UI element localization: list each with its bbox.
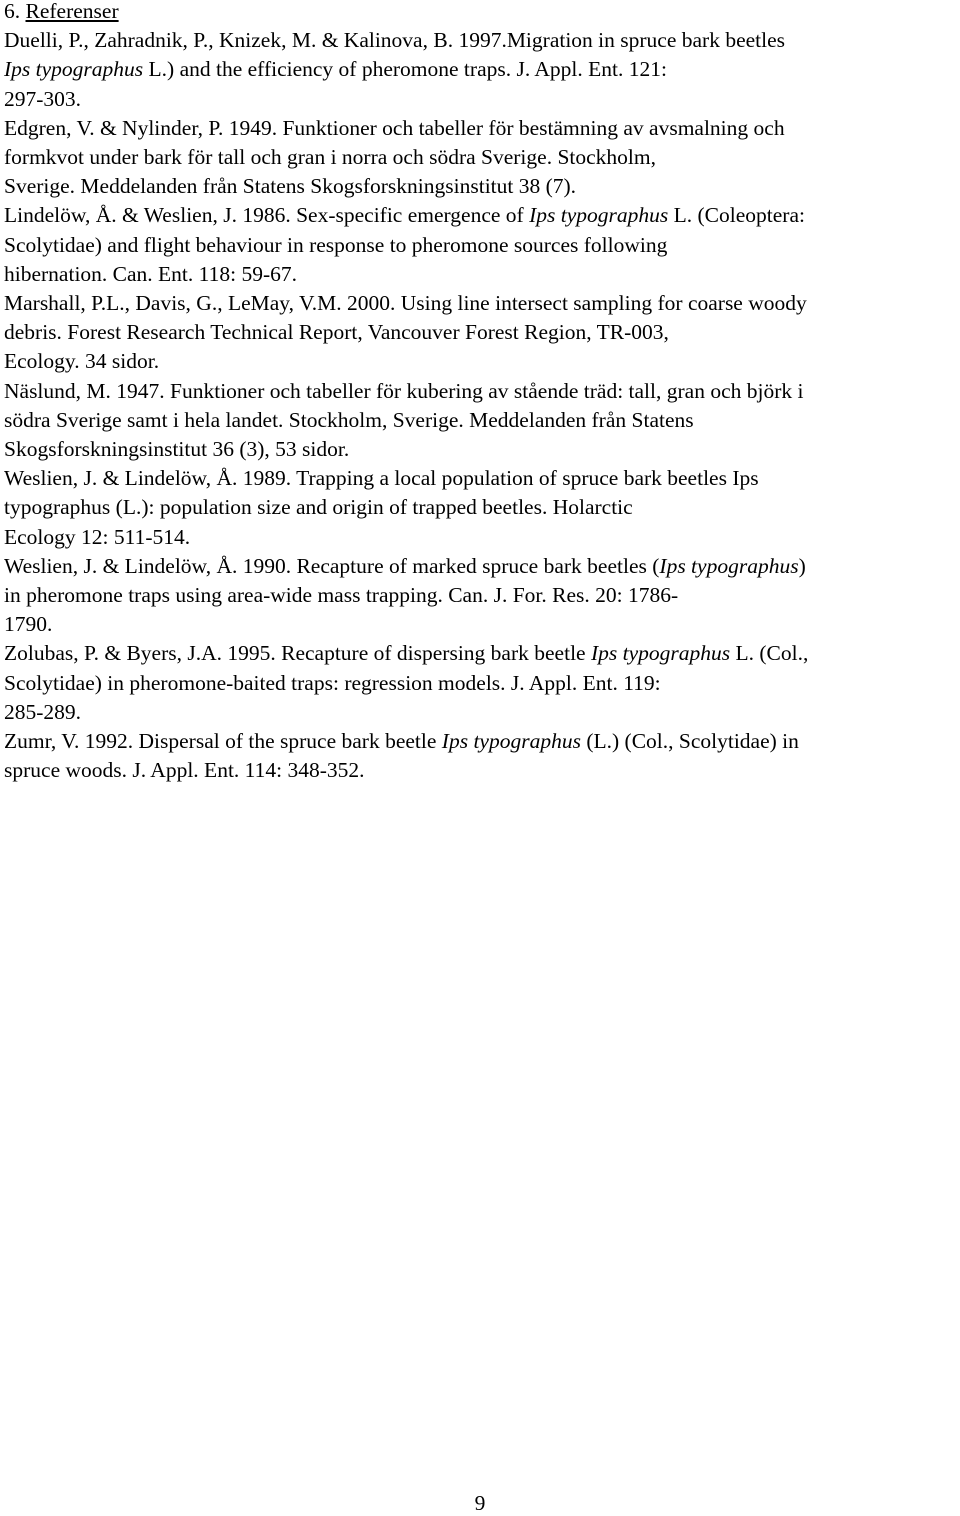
reference-text: (L.) (Col., Scolytidae) in: [580, 729, 799, 754]
reference-text: Ecology 12: 511-514.: [4, 524, 191, 549]
reference-text: hibernation. Can. Ent. 118: 59-67.: [4, 261, 297, 286]
reference-text: Marshall, P.L., Davis, G., LeMay, V.M. 2000. Using line intersect sampling for coarse woody: [4, 291, 807, 316]
reference-text: L.) and the efficiency of pheromone traps. J. Appl. Ent. 121:: [143, 57, 667, 82]
reference-line: [4, 231, 956, 260]
reference-list: [4, 26, 956, 785]
reference-entry: [4, 377, 956, 465]
reference-line: [4, 406, 956, 435]
reference-line: [4, 610, 956, 639]
reference-text: södra Sverige samt i hela landet. Stockholm, Sverige. Meddelanden från Statens: [4, 407, 694, 432]
reference-entry: [4, 26, 956, 114]
reference-text: Sverige. Meddelanden från Statens Skogsforskningsinstitut 38 (7).: [4, 174, 577, 199]
reference-text: 297-303.: [4, 86, 82, 111]
page-number: 9: [474, 1491, 486, 1515]
reference-line: [4, 552, 956, 581]
reference-text: 1790.: [4, 612, 53, 637]
reference-line: [4, 55, 956, 84]
reference-line: [4, 493, 956, 522]
reference-text: Duelli, P., Zahradnik, P., Knizek, M. & Kalinova, B. 1997.Migration in spruce bark beetles: [4, 28, 786, 53]
species-name: Ips typographus: [659, 553, 799, 578]
reference-line: [4, 756, 956, 785]
reference-line: [4, 669, 956, 698]
reference-text: Näslund, M. 1947. Funktioner och tabeller för kubering av stående träd: tall, gran och björk i: [4, 378, 804, 403]
reference-entry: [4, 639, 956, 727]
reference-text: Weslien, J. & Lindelöw, Å. 1990. Recapture of marked spruce bark beetles (: [4, 553, 660, 578]
reference-line: [4, 289, 956, 318]
reference-line: [4, 698, 956, 727]
reference-text: debris. Forest Research Technical Report, Vancouver Forest Region, TR-003,: [4, 320, 669, 345]
reference-entry: [4, 201, 956, 289]
reference-text: typographus (L.): population size and origin of trapped beetles. Holarctic: [4, 495, 633, 520]
reference-line: [4, 523, 956, 552]
reference-line: [4, 143, 956, 172]
reference-text: Skogsforskningsinstitut 36 (3), 53 sidor.: [4, 437, 350, 462]
reference-line: [4, 114, 956, 143]
reference-line: [4, 581, 956, 610]
section-heading: [4, 0, 956, 26]
species-name: Ips typographus: [529, 203, 669, 228]
reference-line: [4, 172, 956, 201]
document-page: [4, 0, 956, 785]
reference-text: Zumr, V. 1992. Dispersal of the spruce bark beetle: [4, 729, 442, 754]
reference-text: Scolytidae) in pheromone-baited traps: regression models. J. Appl. Ent. 119:: [4, 670, 661, 695]
reference-entry: [4, 464, 956, 552]
reference-line: [4, 26, 956, 55]
species-name: Ips typographus: [590, 641, 731, 666]
reference-text: Ecology. 34 sidor.: [4, 349, 160, 374]
reference-text: Lindelöw, Å. & Weslien, J. 1986. Sex-specific emergence of: [4, 203, 530, 228]
reference-text: Edgren, V. & Nylinder, P. 1949. Funktioner och tabeller för bestämning av avsmalning och: [4, 115, 785, 140]
reference-text: Weslien, J. & Lindelöw, Å. 1989. Trapping a local population of spruce bark beetles Ips: [4, 466, 759, 491]
reference-line: [4, 464, 956, 493]
reference-text: L. (Col.,: [730, 641, 809, 666]
reference-text: Scolytidae) and flight behaviour in response to pheromone sources following: [4, 232, 668, 257]
reference-text: 285-289.: [4, 699, 82, 724]
reference-entry: [4, 114, 956, 202]
reference-line: [4, 727, 956, 756]
reference-line: [4, 260, 956, 289]
reference-text: L. (Coleoptera:: [668, 203, 805, 228]
reference-line: [4, 347, 956, 376]
reference-line: [4, 435, 956, 464]
species-name: Ips typographus: [441, 729, 581, 754]
reference-entry: [4, 727, 956, 785]
reference-text: in pheromone traps using area-wide mass trapping. Can. J. For. Res. 20: 1786-: [4, 583, 679, 608]
reference-text: ): [798, 553, 806, 578]
reference-line: [4, 377, 956, 406]
section-number: 6.: [4, 0, 26, 23]
section-title: Referenser: [25, 0, 119, 23]
reference-entry: [4, 289, 956, 377]
reference-line: [4, 318, 956, 347]
reference-text: formkvot under bark för tall och gran i norra och södra Sverige. Stockholm,: [4, 145, 656, 170]
reference-entry: [4, 552, 956, 640]
reference-text: spruce woods. J. Appl. Ent. 114: 348-352.: [4, 758, 365, 783]
reference-line: [4, 201, 956, 230]
reference-text: Zolubas, P. & Byers, J.A. 1995. Recapture of dispersing bark beetle: [4, 641, 591, 666]
species-name: Ips typographus: [4, 57, 144, 82]
reference-line: [4, 639, 956, 668]
reference-line: [4, 85, 956, 114]
